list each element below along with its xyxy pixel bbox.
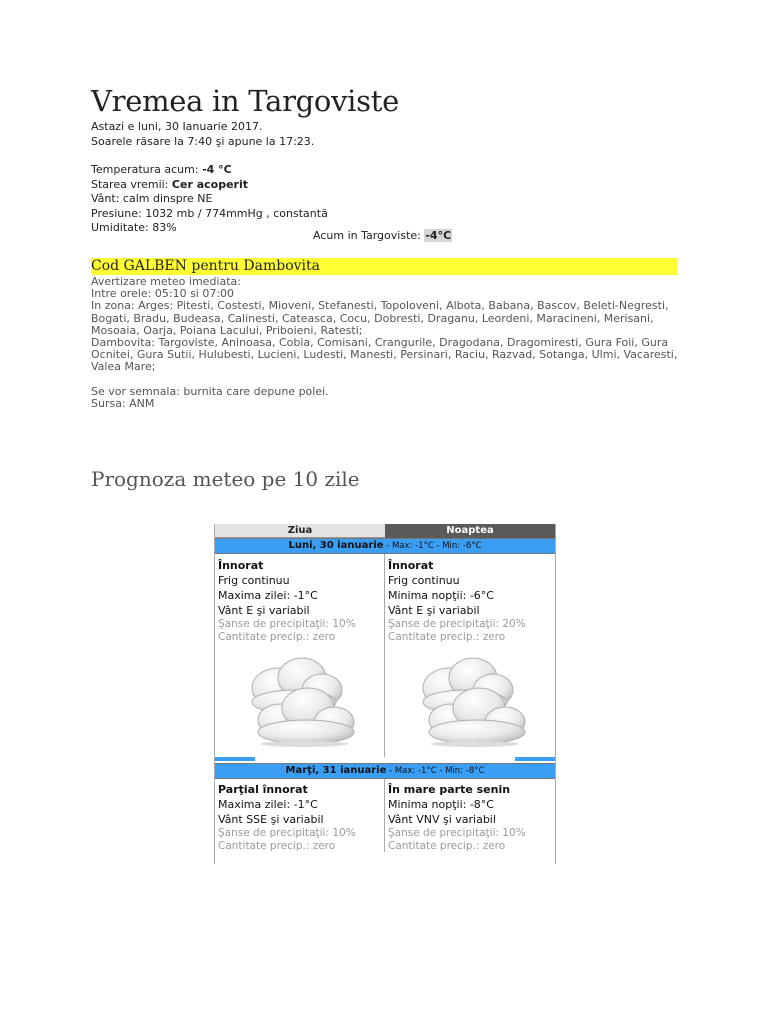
day1-night-temp: Minima nopţii: -6°C	[388, 589, 494, 602]
state-label: Starea vremii:	[91, 177, 172, 191]
alert-body	[91, 276, 691, 410]
alert-title: Cod GALBEN pentru Dambovita	[91, 258, 677, 275]
header-night: Noaptea	[385, 524, 555, 538]
current-conditions	[91, 120, 328, 236]
day1-day-condition: Înnorat	[218, 559, 264, 572]
day1-date: Luni, 30 ianuarie	[288, 540, 384, 551]
day2-night-wind: Vânt VNV şi variabil	[388, 813, 496, 826]
day2-night-temp: Minima nopţii: -8°C	[388, 798, 494, 811]
day2-day-precip-chance: Şanse de precipitaţii: 10%	[218, 827, 356, 839]
day1-night-condition: Înnorat	[388, 559, 434, 572]
day1-night-precip-qty: Cantitate precip.: zero	[388, 630, 506, 643]
now-value: -4°C	[425, 229, 452, 242]
temperature-label: Temperatura acum:	[91, 163, 203, 176]
day2-day-condition: Parţial înnorat	[218, 783, 308, 796]
day2-day-precip-qty: Cantitate precip.: zero	[218, 839, 336, 852]
day2-day-temp: Maxima zilei: -1°C	[218, 798, 318, 811]
day1-night-description: Frig continuu	[388, 574, 460, 587]
day2-minmax: - Max: -1°C - Min: -8°C	[386, 766, 485, 776]
page-title: Vremea in Targoviste	[91, 84, 399, 118]
header-day: Ziua	[215, 524, 385, 538]
day2-night-precip-qty: Cantitate precip.: zero	[388, 839, 506, 852]
temperature-value: -4 °C	[202, 163, 232, 176]
date-bar-day1	[215, 538, 555, 554]
forecast-title: Prognoza meteo pe 10 zile	[91, 467, 360, 491]
day2-date: Marţi, 31 ianuarie	[285, 765, 387, 776]
day1-night-cell	[384, 554, 555, 757]
day1-row	[215, 554, 555, 757]
forecast-table	[214, 524, 556, 864]
day1-day-temp: Maxima zilei: -1°C	[218, 589, 318, 602]
day1-night-precip-chance: Şanse de precipitaţii: 20%	[388, 618, 526, 630]
alert-interval: Intre orele: 05:10 si 07:00	[91, 287, 235, 301]
day2-row	[215, 779, 555, 852]
humidity-line: Umiditate: 83%	[91, 221, 177, 234]
alert-zone-dambovita: Dambovita: Targoviste, Aninoasa, Cobia, Comisani, Crangurile, Dragodana, Dragomiresti, Gura Foii, Gura Ocnitei, Gura Sutii, Hulubesti, Lucieni, Ludesti, Manesti, Persinari, Raciu, Razvad, Sotanga, Ulmi, Vacaresti, Valea Mare;	[91, 336, 678, 374]
day1-day-description: Frig continuu	[218, 574, 290, 587]
day2-night-cell	[384, 779, 555, 852]
forecast-header	[215, 524, 555, 538]
day1-day-cell	[215, 554, 384, 757]
day1-night-wind: Vânt E şi variabil	[388, 604, 480, 617]
day1-minmax: - Max: -1°C - Min: -6°C	[383, 541, 482, 551]
sun-line: Soarele răsare la 7:40 şi apune la 17:23.	[91, 134, 315, 148]
now-label: Acum in Targoviste:	[313, 229, 425, 242]
day1-day-precip-chance: Şanse de precipitaţii: 10%	[218, 618, 356, 630]
day2-day-wind: Vânt SSE şi variabil	[218, 813, 324, 826]
cloud-icon	[388, 643, 555, 757]
cloud-icon	[218, 643, 384, 757]
day2-night-precip-chance: Şanse de precipitaţii: 10%	[388, 827, 526, 839]
day2-day-cell	[215, 779, 384, 852]
day1-day-precip-qty: Cantitate precip.: zero	[218, 630, 336, 643]
day2-night-condition: În mare parte senin	[388, 783, 511, 796]
date-bar-day2	[215, 763, 555, 779]
now-widget	[313, 229, 452, 242]
alert-source: Sursa: ANM	[91, 396, 155, 410]
alert-type: Avertizare meteo imediata:	[91, 275, 241, 288]
date-line: Astazi e luni, 30 Ianuarie 2017.	[91, 120, 263, 133]
pressure-line: Presiune: 1032 mb / 774mmHg , constantă	[91, 206, 328, 220]
temperature-line	[91, 163, 328, 178]
state-value: Cer acoperit	[171, 177, 248, 191]
alert-signal: Se vor semnala: burnita care depune polei.	[91, 384, 329, 398]
state-line	[91, 178, 328, 193]
alert-zone-arges: In zona: Arges: Pitesti, Costesti, Mioveni, Stefanesti, Topoloveni, Albota, Babana, Bascov, Beleti-Negresti, Bogati, Bradu, Budeasa, Calinesti, Cateasca, Cocu, Dobresti, Draganu, Leordeni, Maracineni, Merisani, Mosoaia, Oarja, Poiana Lacului, Priboieni, Ratesti;	[91, 299, 669, 337]
wind-line: Vânt: calm dinspre NE	[91, 192, 213, 205]
day1-day-wind: Vânt E şi variabil	[218, 604, 310, 617]
